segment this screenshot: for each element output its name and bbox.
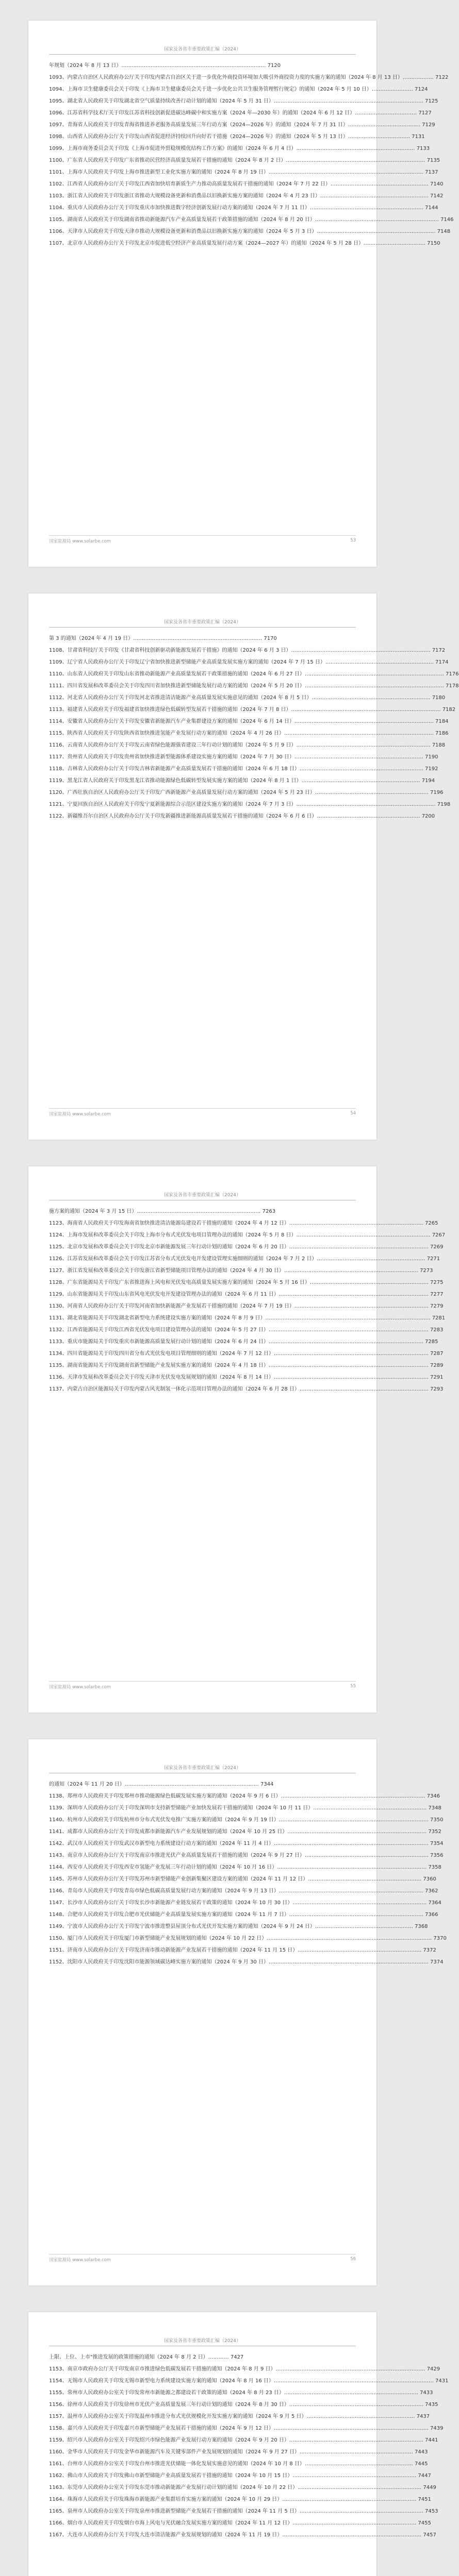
toc-entry[interactable]: 1105、湖南省人民政府关于印发湖南省推动新能源汽车产业高质量发展若干政策措施的通知（2024 年 8 月 20 日）……………………………………………………………… 7146: [49, 217, 454, 223]
toc-entry[interactable]: 1110、山东省人民政府关于印发山东省推动新能源产业高质量发展若干政策措施的通知（2024 年 6 月 27 日）……………………………………………………………………… 7176: [49, 671, 459, 677]
toc-list: [49, 633, 459, 822]
toc-entry[interactable]: 1115、陕西省人民政府关于印发陕西省加快推进氢能产业发展行动方案的通知（2024 年 4 月 26 日）…………………………………………………………………………… 7186: [49, 731, 449, 736]
toc-entry[interactable]: 1147、长沙市人民政府办公厅关于印发长沙市新能源产业链发展若干政策的通知（2024 年 10 月 30 日）…………………………………………………………………… 7364: [49, 1900, 441, 1906]
toc-entry[interactable]: 1130、河南省人民政府办公厅关于印发河南省加快新能源产业发展若干措施的通知（2024 年 7 月 19 日）…………………………………………………………………… 7279: [49, 1303, 444, 1309]
toc-entry[interactable]: 1094、上海市卫生健康委员会关于印发《上海市卫生健康委员会关于进一步优化公共卫生服务管理暂行规定》的通知（2024 年 5 月 10 日）…………………… 7124: [49, 87, 428, 92]
toc-entry[interactable]: 1127、浙江省发展和改革委员会关于印发浙江省新型储能项目管理办法的通知（2024 年 4 月 30 日）…………………………………………………………………… 7273: [49, 1268, 433, 1274]
toc-entry[interactable]: 1109、辽宁省人民政府办公厅关于印发辽宁省加快推进新型储能产业高质量发展实施方案的通知（2024 年 7 月 15 日）……………………………………………………… 7174: [49, 659, 449, 665]
document-page: [28, 1166, 446, 1713]
toc-entry[interactable]: 1126、江苏省发展和改革委员会关于印发江苏省分布式光伏发电开发建设管理实施细则的通知（2024 年 7 月 2 日）……………………………………………………… 7271: [49, 1256, 440, 1262]
toc-entry[interactable]: 1166、烟台市人民政府关于印发烟台市海上风电与光伏融合发展实施方案的通知（2024 年 11 月 12 日）……………………………………………………………… 7455: [49, 2520, 431, 2526]
toc-entry[interactable]: 1137、内蒙古自治区能源局关于印发内蒙古风光制氢一体化示范项目管理办法的通知（2024 年 6 月 28 日）………………………………………………………………… 7293: [49, 1386, 444, 1392]
toc-entry[interactable]: 1111、四川省发展和改革委员会关于印发四川省加快推进新型储能发展行动方案的通知（2024 年 5 月 20 日）……………………………………………………………………… 7178: [49, 683, 459, 689]
toc-entry[interactable]: 1114、安徽省人民政府办公厅关于印发安徽省新能源汽车产业集群建设方案的通知（2024 年 6 月 14 日）……………………………………………………………………… 7184: [49, 719, 449, 724]
page-header: 国家及各省市重要政策汇编（2024）: [49, 618, 356, 628]
toc-entry[interactable]: 1118、吉林省人民政府办公厅关于印发吉林省新能源产业高质量发展若干措施的通知（2024 年 6 月 18 日）……………………………………………………………… 7192: [49, 766, 438, 772]
footer-source: 国家能源局 www.solarbe.com: [49, 2258, 111, 2263]
document-page: [28, 2312, 449, 2576]
toc-entry[interactable]: 1113、福建省人民政府关于印发福建省加快推进绿色低碳转型发展若干措施的通知（2024 年 7 月 8 日）…………………………………………………………………………… 7182: [49, 707, 456, 713]
toc-entry[interactable]: 1162、佛山市人民政府关于印发佛山市新型储能产业高质量发展若干措施的通知（2024 年 10 月 15 日）……………………………………………………………… 7447: [49, 2473, 431, 2479]
toc-entry[interactable]: 上限、上位、上市"推进发展的政策措施的通知（2024 年 8 月 2 日）………… 7427: [49, 2354, 244, 2360]
toc-list: [49, 60, 454, 249]
page-header: 国家及各省市重要政策汇编（2024）: [49, 1191, 356, 1200]
toc-entry[interactable]: 1097、青海省人民政府关于印发青海省推进养老服务高质量发展三年行动方案（2024—2026 年）的通知（2024 年 7 月 31 日）…………………………………… 7129: [49, 122, 435, 128]
toc-entry[interactable]: 1149、宁波市人民政府办公厅关于印发宁波市推进整县屋顶分布式光伏开发实施方案的通知（2024 年 9 月 24 日）………………………………………………… 7368: [49, 1924, 428, 1929]
toc-entry[interactable]: 1099、上海市商务委员会关于印发《上海市促进外贸稳规模优结构工作方案》的通知（2024 年 6 月 4 日）…………………………………………………………… 7133: [49, 146, 430, 151]
toc-entry[interactable]: 1165、泉州市人民政府办公室关于印发泉州市推进新型储能产业发展若干措施的通知（2024 年 11 月 5 日）……………………………………………………………… 7453: [49, 2509, 438, 2514]
toc-entry[interactable]: 1152、沈阳市人民政府关于印发沈阳市能源领域碳达峰实施方案的通知（2024 年 9 月 30 日）………………………………………………………………………………… 7374: [49, 1959, 444, 1965]
document-page: [28, 1739, 447, 2285]
toc-entry[interactable]: 1144、西安市人民政府关于印发西安市氢能产业发展三年行动计划的通知（2024 年 10 月 16 日）…………………………………………………………………………… 7358: [49, 1865, 441, 1870]
page-footer: [49, 2254, 356, 2265]
toc-entry[interactable]: 1107、北京市人民政府办公厅关于印发北京市促进低空经济产业高质量发展行动方案（2024—2027 年）的通知（2024 年 5 月 28 日）……………………………… 7150: [49, 241, 440, 246]
page-footer: [49, 1681, 356, 1692]
page-footer: [49, 1108, 356, 1119]
toc-list: [49, 1206, 446, 1395]
toc-entry[interactable]: 1135、湖南省能源局关于印发湖南省新型储能产业发展实施方案的通知（2024 年 4 月 18 日）………………………………………………………………………………… 7289: [49, 1363, 444, 1368]
page-footer: [49, 535, 356, 546]
toc-entry[interactable]: 1122、新疆维吾尔自治区人民政府办公厅关于印发新疆推进新能源高质量发展若干措施的通知（2024 年 6 月 6 日）…………………………………………………… 7200: [49, 814, 435, 819]
toc-entry[interactable]: 1129、山东省能源局关于印发山东省风电光伏发电开发建设管理办法的通知（2024 年 6 月 11 日）…………………………………………………………………………… 7277: [49, 1292, 444, 1297]
toc-entry[interactable]: 1138、郑州市人民政府关于印发郑州市推动能源绿色低碳发展实施方案的通知（2024 年 9 月 6 日）………………………………………………………………………… 7346: [49, 1793, 440, 1799]
toc-entry[interactable]: 1145、苏州市人民政府办公厅关于印发苏州市新型储能产业创新集聚区建设方案的通知（2024 年 11 月 12 日）………………………………………………………… 7360: [49, 1876, 436, 1882]
toc-entry[interactable]: 1116、云南省人民政府办公厅关于印发云南省绿色能源强省建设三年行动计划的通知（2024 年 5 月 9 日）…………………………………………………………………… 7188: [49, 742, 446, 748]
toc-entry[interactable]: 1124、上海市发展和改革委员会关于印发上海市分布式光伏发电项目管理办法的通知（2024 年 5 月 8 日）…………………………………………………………………… 7267: [49, 1232, 446, 1238]
page-number: 53: [350, 538, 356, 543]
toc-entry[interactable]: 1108、甘肃省科技厅关于印发《甘肃省科技创新驱动新能源发展若干措施》的通知（2024 年 6 月 3 日）……………………………………………………………………… 7172: [49, 648, 446, 653]
toc-entry[interactable]: 施方案的通知（2024 年 3 月 15 日）……………………………………………………………… 7263: [49, 1209, 276, 1214]
toc-entry[interactable]: 1096、江苏省科学技术厅关于印发江苏省科技创新促进碳达峰碳中和实施方案（2024 年—2030 年）的通知（2024 年 6 月 12 日）……………………………… 7127: [49, 110, 432, 116]
toc-entry[interactable]: 1141、成都市人民政府办公厅关于印发成都市新能源汽车产业发展规划的通知（2024 年 10 月 25 日）……………………………………………………………………… 7352: [49, 1829, 441, 1835]
toc-entry[interactable]: 1157、温州市人民政府办公室关于印发温州市推进分布式光伏规模化开发实施方案的通知（2024 年 9 月 5 日）……………………………………………………… 7437: [49, 2414, 430, 2419]
toc-list: [49, 2351, 449, 2541]
toc-entry[interactable]: 1133、重庆市能源局关于印发重庆市新能源高质量发展行动计划的通知（2024 年 6 月 24 日）……………………………………………………………………………… 7285: [49, 1339, 438, 1345]
page-number: 54: [350, 1111, 356, 1116]
toc-entry[interactable]: 1132、江西省能源局关于印发江西省光伏发电项目建设管理办法的通知（2024 年 5 月 27 日）………………………………………………………………………………… 7283: [49, 1327, 444, 1333]
toc-entry[interactable]: 1160、金华市人民政府关于印发金华市新能源汽车及关键零部件产业发展规划的通知（2024 年 9 月 27 日）………………………………………………………… 7443: [49, 2449, 428, 2455]
toc-entry[interactable]: 1142、武汉市人民政府关于印发武汉市新型电力系统建设行动方案的通知（2024 年 11 月 4 日）……………………………………………………………………………… 7354: [49, 1841, 444, 1846]
toc-entry[interactable]: 1155、常州市人民政府办公室关于印发常州市新能源之都建设若干政策的通知（2024 年 8 月 23 日）…………………………………………………………………… 7433: [49, 2390, 433, 2396]
page-number: 55: [350, 1684, 356, 1689]
toc-entry[interactable]: 1139、深圳市人民政府办公厅关于印发深圳市支持新型储能产业加快发展若干措施的通知（2024 年 10 月 11 日）………………………………………………………… 7348: [49, 1805, 441, 1811]
page-number: 56: [350, 2257, 356, 2262]
toc-entry[interactable]: 1150、厦门市人民政府关于印发厦门市新型储能产业发展规划的通知（2024 年 10 月 22 日）…………………………………………………………………………………… 7370: [49, 1936, 447, 1941]
document-page: [28, 21, 454, 567]
toc-entry[interactable]: 1151、济南市人民政府办公厅关于印发济南市推动新能源产业发展若干措施的通知（2024 年 11 月 15 日）……………………………………………………………… 7372: [49, 1947, 436, 1953]
toc-entry[interactable]: 1131、湖北省能源局关于印发湖北省新型电力系统建设实施方案的通知（2024 年 8 月 9 日）…………………………………………………………………………………… 7281: [49, 1315, 446, 1321]
toc-entry[interactable]: 1120、广西壮族自治区人民政府办公厅关于印发广西新能源产业高质量发展行动方案的通知（2024 年 5 月 23 日）………………………………………………………… 7196: [49, 790, 444, 795]
toc-entry[interactable]: 1140、杭州市人民政府关于印发杭州市分布式光伏发电推广实施方案的通知（2024 年 9 月 19 日）…………………………………………………………………………… 7350: [49, 1817, 444, 1823]
toc-entry[interactable]: 1136、天津市发展和改革委员会关于印发天津市光伏发电发展规划的通知（2024 年 8 月 14 日）……………………………………………………………………………… 7291: [49, 1375, 444, 1380]
toc-list: [49, 1778, 447, 1968]
toc-entry[interactable]: 第 3 的通知（2024 年 4 月 19 日）………………………………………………………………… 7170: [49, 636, 277, 641]
toc-entry[interactable]: 1159、绍兴市人民政府办公室关于印发绍兴市绿色能源产业发展行动方案的通知（2024 年 9 月 20 日）…………………………………………………………………… 7441: [49, 2437, 438, 2443]
toc-entry[interactable]: 1104、重庆市人民政府办公厅关于印发重庆市加快推进数字经济创新发展行动方案的通知（2024 年 7 月 11 日）………………………………………………………… 7144: [49, 205, 438, 211]
toc-entry[interactable]: 1158、嘉兴市人民政府关于印发嘉兴市新型储能产业发展若干措施的通知（2024 年 9 月 12 日）……………………………………………………………………………… 7439: [49, 2426, 444, 2431]
toc-entry[interactable]: 1167、大连市人民政府办公厅关于印发大连市清洁能源产业发展规划的通知（2024 年 11 月 19 日）……………………………………………………………………… 7457: [49, 2532, 436, 2538]
toc-entry[interactable]: 1156、徐州市人民政府关于印发徐州市光伏产业高质量发展三年行动计划的通知（2024 年 8 月 30 日）…………………………………………………………………… 7435: [49, 2402, 438, 2408]
toc-entry[interactable]: 1093、内蒙古自治区人民政府办公厅关于印发内蒙古自治区关于进一步优化外商投资环境加大吸引外商投资力度的实施方案的通知（2024 年 8 月 13 日）……………… 7122: [49, 75, 449, 80]
document-page: [28, 594, 459, 1140]
toc-entry[interactable]: 1163、东莞市人民政府办公室关于印发东莞市推动新能源产业发展行动计划的通知（2024 年 10 月 22 日）……………………………………………………………… 7449: [49, 2485, 436, 2490]
toc-entry[interactable]: 1095、湖北省人民政府关于印发湖北省空气质量持续改善行动计划的通知（2024 年 5 月 31 日）…………………………………………………………………………… 7125: [49, 98, 438, 104]
toc-entry[interactable]: 1098、山西省人民政府办公厅关于印发山西省促进经济持续回升向好若干措施（2024—2026 年）的通知（2024 年 5 月 13 日）……………………………… 7131: [49, 134, 425, 140]
toc-entry[interactable]: 1117、贵州省人民政府关于印发贵州省加快推进新型能源体系建设实施方案的通知（2024 年 7 月 30 日）………………………………………………………………… 7190: [49, 754, 438, 760]
toc-entry[interactable]: 1146、青岛市人民政府关于印发青岛市绿色低碳高质量发展行动方案的通知（2024 年 9 月 13 日）………………………………………………………………………… 7362: [49, 1888, 438, 1894]
toc-entry[interactable]: 1101、上海市人民政府关于印发上海市推进新型工业化实施方案的通知（2024 年 8 月 19 日）……………………………………………………………………………… 7137: [49, 170, 438, 175]
toc-entry[interactable]: 1123、海南省人民政府关于印发海南省加快推进清洁能源岛建设若干措施的通知（2024 年 4 月 12 日）…………………………………………………………………… 7265: [49, 1221, 438, 1226]
toc-entry[interactable]: 1164、珠海市人民政府关于印发珠海市新能源产业集群培育实施方案的通知（2024 年 10 月 29 日）…………………………………………………………………… 7451: [49, 2497, 431, 2502]
toc-entry[interactable]: 1148、合肥市人民政府关于印发合肥市光伏储能产业高质量发展实施方案的通知（2024 年 11 月 7 日）…………………………………………………………………… 7366: [49, 1912, 438, 1918]
toc-entry[interactable]: 1128、广东省能源局关于印发广东省推进海上风电和光伏发电高质量发展实施方案的通知（2024 年 5 月 16 日）…………………………………………………………… 7275: [49, 1280, 444, 1285]
toc-entry[interactable]: 1121、宁夏回族自治区人民政府关于印发宁夏新能源综合示范区建设实施方案的通知（2024 年 7 月 3 日）……………………………………………………………………… 7198: [49, 802, 451, 807]
toc-entry[interactable]: 1102、江西省人民政府办公厅关于印发江西省加快培育新质生产力推动高质量发展若干措施的通知（2024 年 7 月 22 日）………………………………………………… 7140: [49, 181, 444, 187]
toc-entry[interactable]: 1134、四川省能源局关于印发四川省分布式光伏发电项目管理细则的通知（2024 年 7 月 12 日）……………………………………………………………………………… 7287: [49, 1351, 444, 1357]
page-header: 国家及各省市重要政策汇编（2024）: [49, 45, 356, 55]
footer-source: 国家能源局 www.solarbe.com: [49, 1685, 111, 1690]
page-header: 国家及各省市重要政策汇编（2024）: [49, 2337, 356, 2346]
toc-entry[interactable]: 1161、台州市人民政府办公室关于印发台州市推进光伏储能一体化发展实施意见的通知（2024 年 10 月 8 日）……………………………………………………… 7445: [49, 2461, 428, 2467]
toc-entry[interactable]: 1119、黑龙江省人民政府关于印发黑龙江省推动能源绿色低碳转型发展实施方案的通知（2024 年 8 月 1 日）…………………………………………………………… 7194: [49, 778, 435, 784]
toc-entry[interactable]: 1153、南京市政府办公厅关于印发南京市推进绿色低碳发展若干措施的通知（2024 年 8 月 9 日）…………………………………………………………………………… 7429: [49, 2366, 440, 2372]
page-header: 国家及各省市重要政策汇编（2024）: [49, 1764, 356, 1773]
footer-source: 国家能源局 www.solarbe.com: [49, 539, 111, 544]
footer-source: 国家能源局 www.solarbe.com: [49, 1112, 111, 1117]
toc-entry[interactable]: 1143、南京市人民政府办公厅关于印发南京市推进光伏产业高质量发展若干措施的通知（2024 年 9 月 27 日）……………………………………………………………… 7356: [49, 1853, 444, 1858]
toc-entry[interactable]: 1103、浙江省人民政府关于印发浙江省推动大规模设备更新和消费品以旧换新实施方案的通知（2024 年 4 月 23 日）……………………………………………………… 7142: [49, 193, 444, 199]
toc-entry[interactable]: 1106、天津市人民政府关于印发天津市推动大规模设备更新和消费品以旧换新实施方案的通知（2024 年 5 月 3 日）…………………………………………………………… 7148: [49, 229, 451, 234]
toc-entry[interactable]: 1112、河北省人民政府办公厅关于印发河北省推进清洁能源产业高质量发展实施意见的通知（2024 年 8 月 5 日）…………………………………………………………… 7180: [49, 695, 446, 701]
toc-entry[interactable]: 1154、无锡市人民政府关于印发无锡市新型电力系统建设实施方案的通知（2024 年 8 月 16 日）………………………………………………………………………………… 7431: [49, 2378, 449, 2384]
toc-entry[interactable]: 年规划（2024 年 8 月 13 日）………………………………………………………………………… 7120: [49, 63, 281, 69]
toc-entry[interactable]: 1125、北京市发展和改革委员会关于印发北京市新能源发展三年行动计划的通知（2024 年 6 月 20 日）……………………………………………………………………… 7269: [49, 1244, 444, 1250]
toc-entry[interactable]: 1100、广东省人民政府关于印发广东省推动民营经济高质量发展若干措施的通知（2024 年 8 月 2 日）……………………………………………………………………… 7135: [49, 158, 440, 163]
toc-entry[interactable]: 的通知（2024 年 11 月 20 日）…………………………………………………………………… 7344: [49, 1782, 274, 1787]
